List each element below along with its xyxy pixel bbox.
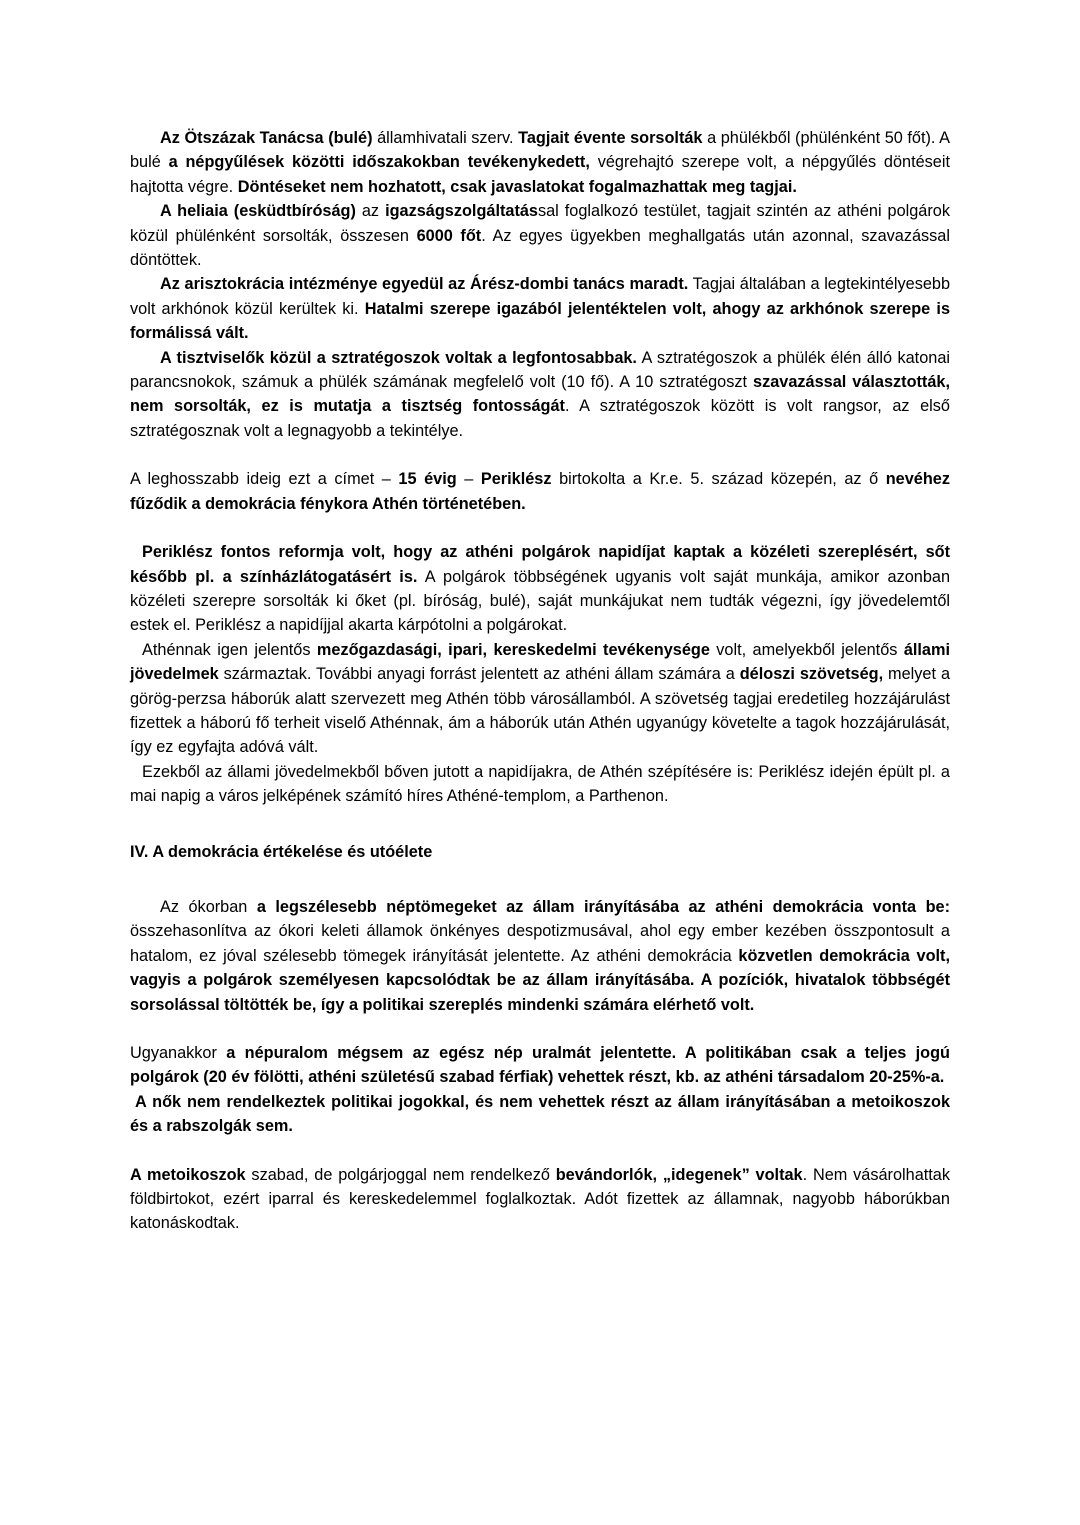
text-run: a legszélesebb néptömegeket az állam irányításába az athéni demokrácia vonta be: bbox=[256, 897, 950, 916]
paragraph bbox=[130, 638, 950, 760]
text-run: Periklész bbox=[480, 470, 552, 489]
text-run: A tisztviselők közül a sztratégoszok voltak a legfontosabbak. bbox=[160, 348, 637, 367]
text-run: A nők nem rendelkeztek politikai jogokkal, és nem vehettek részt az állam irányításában a metoikoszok és a rabszolgák sem. bbox=[130, 1092, 950, 1136]
text-run: származtak. További anyagi forrást jelentett az athéni állam számára a bbox=[218, 665, 740, 684]
text-run: sal foglalkozó testület, tagjait szintén az athéni polgárok közül phülénként sorsolták, összesen bbox=[130, 202, 950, 245]
text-run: volt, amelyekből jelentős bbox=[709, 640, 904, 659]
text-run: déloszi szövetség, bbox=[739, 665, 884, 684]
text-run: Az ókorban bbox=[160, 897, 257, 916]
text-run: összehasonlítva az ókori keleti államok önkényes despotizmusával, ahol egy ember kezében összpontosult a hatalom, ez jóval szélesebb tömegek irányítását jelentette. Az athéni demokrácia bbox=[130, 922, 950, 965]
text-run: szabad, de polgárjoggal nem rendelkező bbox=[245, 1165, 556, 1184]
text-run: végrehajtó szerepe volt, a népgyűlés döntéseit hajtotta végre. bbox=[130, 153, 950, 196]
text-run: 15 évig bbox=[398, 470, 457, 489]
text-run: birtokolta a Kr.e. 5. század közepén, az ő bbox=[551, 470, 886, 489]
paragraph bbox=[130, 1090, 950, 1139]
text-run: igazságszolgáltatás bbox=[385, 202, 538, 221]
text-run: melyet a görög-perzsa háborúk alatt szervezett meg Athén több városállamból. A szövetség tagjai eredetileg hozzájárulást fizettek a háború fő terheit viselő Athénnak, ám a háborúk után Athén ugyanúgy követelte a tagok hozzájárulását, így ez egyfajta adóvá vált. bbox=[130, 665, 950, 757]
text-run: Tagjai általában a legtekintélyesebb volt arkhónok közül kerültek ki. bbox=[130, 275, 951, 318]
text-run: Az Ötszázak Tanácsa (bulé) bbox=[160, 129, 373, 147]
paragraph bbox=[130, 272, 950, 345]
text-run: A polgárok többségének ugyanis volt saját munkája, amikor azonban közéleti szerepre sorsolták ki őket (pl. bíróság, bulé), saját munkájukat nem tudták végezni, így jövedelemtől estek el. Periklész a napidíjjal akarta kárpótolni a polgárokat. bbox=[130, 567, 950, 635]
paragraph bbox=[130, 1163, 950, 1236]
paragraph bbox=[130, 126, 950, 199]
text-run: A sztratégoszok a phülék élén álló katonai parancsnokok, számuk a phülék számának megfelelő volt (10 fő). A 10 sztratégoszt bbox=[130, 348, 950, 392]
text-run: 6000 főt bbox=[416, 226, 482, 245]
text-run: Az arisztokrácia intézménye egyedül az Árész-dombi tanács maradt. bbox=[160, 275, 689, 294]
text-run: bevándorlók, „idegenek” voltak bbox=[555, 1165, 803, 1184]
text-run: A metoikoszok bbox=[130, 1165, 246, 1184]
text-run: az bbox=[355, 202, 386, 221]
text-run: A heliaia (esküdtbíróság) bbox=[160, 202, 356, 221]
paragraph bbox=[130, 199, 950, 272]
text-run: közvetlen demokrácia volt, vagyis a polgárok személyesen kapcsolódtak be az állam irányításába. A pozíciók, hivatalok többségét sorsolással töltötték be, így a politikai szereplés mindenki számára elérhető volt. bbox=[130, 946, 950, 1014]
paragraph bbox=[130, 540, 950, 638]
text-run: . A sztratégoszok között is volt rangsor, az első sztratégosznak volt a legnagyobb a tekintélye. bbox=[130, 397, 950, 440]
text-run: Ugyanakkor bbox=[130, 1044, 227, 1062]
text-run: a phülékből (phülénként 50 főt). A bulé bbox=[130, 129, 950, 172]
text-run: nevéhez fűződik a demokrácia fénykora Athén történetében. bbox=[130, 470, 950, 513]
text-run: Hatalmi szerepe igazából jelentéktelen volt, ahogy az arkhónok szerepe is formálissá vált. bbox=[130, 299, 950, 343]
text-run: Ezekből az állami jövedelmekből bőven jutott a napidíjakra, de Athén szépítésére is: Periklész idején épült pl. a mai napig a város jelképének számító híres Athéné-templom, a Parthenon. bbox=[130, 762, 950, 806]
text-run: a népuralom mégsem az egész nép uralmát jelentette. A politikában csak a teljes jogú polgárok (20 év fölötti, athéni születésű szabad férfiak) vehettek részt, kb. az athéni társadalom 20-25%-a. bbox=[130, 1044, 951, 1087]
text-run: mezőgazdasági, ipari, kereskedelmi tevékenysége bbox=[316, 640, 710, 659]
text-run: Tagjait évente sorsolták bbox=[518, 129, 703, 147]
text-run: szavazással választották, nem sorsolták, ez is mutatja a tisztség fontosságát bbox=[130, 373, 950, 416]
text-run: államhivatali szerv. bbox=[372, 129, 519, 147]
text-run: Döntéseket nem hozhatott, csak javaslatokat fogalmazhattak meg tagjai. bbox=[237, 177, 797, 196]
section-heading bbox=[130, 840, 950, 864]
paragraph bbox=[130, 760, 950, 809]
text-run: A leghosszabb ideig ezt a címet – bbox=[130, 470, 399, 489]
text-run: állami jövedelmek bbox=[130, 640, 950, 684]
paragraph bbox=[130, 346, 950, 444]
paragraph bbox=[130, 467, 950, 516]
text-run: . Az egyes ügyekben meghallgatás után azonnal, szavazással döntöttek. bbox=[130, 226, 950, 270]
document-content bbox=[130, 126, 950, 1236]
text-run: – bbox=[456, 470, 481, 489]
text-run: Athénnak igen jelentős bbox=[142, 640, 317, 659]
paragraph bbox=[130, 895, 950, 1017]
paragraph bbox=[130, 1041, 950, 1090]
text-run: . Nem vásárolhattak földbirtokot, ezért iparral és kereskedelemmel foglalkoztak. Adót fizettek az államnak, nagyobb háborúkban katonáskodtak. bbox=[130, 1165, 950, 1233]
text-run: IV. A demokrácia értékelése és utóélete bbox=[130, 842, 433, 861]
text-run: a népgyűlések közötti időszakokban tevékenykedett, bbox=[168, 153, 590, 172]
text-run: Periklész fontos reformja volt, hogy az athéni polgárok napidíjat kaptak a közéleti szereplésért, sőt később pl. a színházlátogatásért is. bbox=[130, 543, 950, 586]
